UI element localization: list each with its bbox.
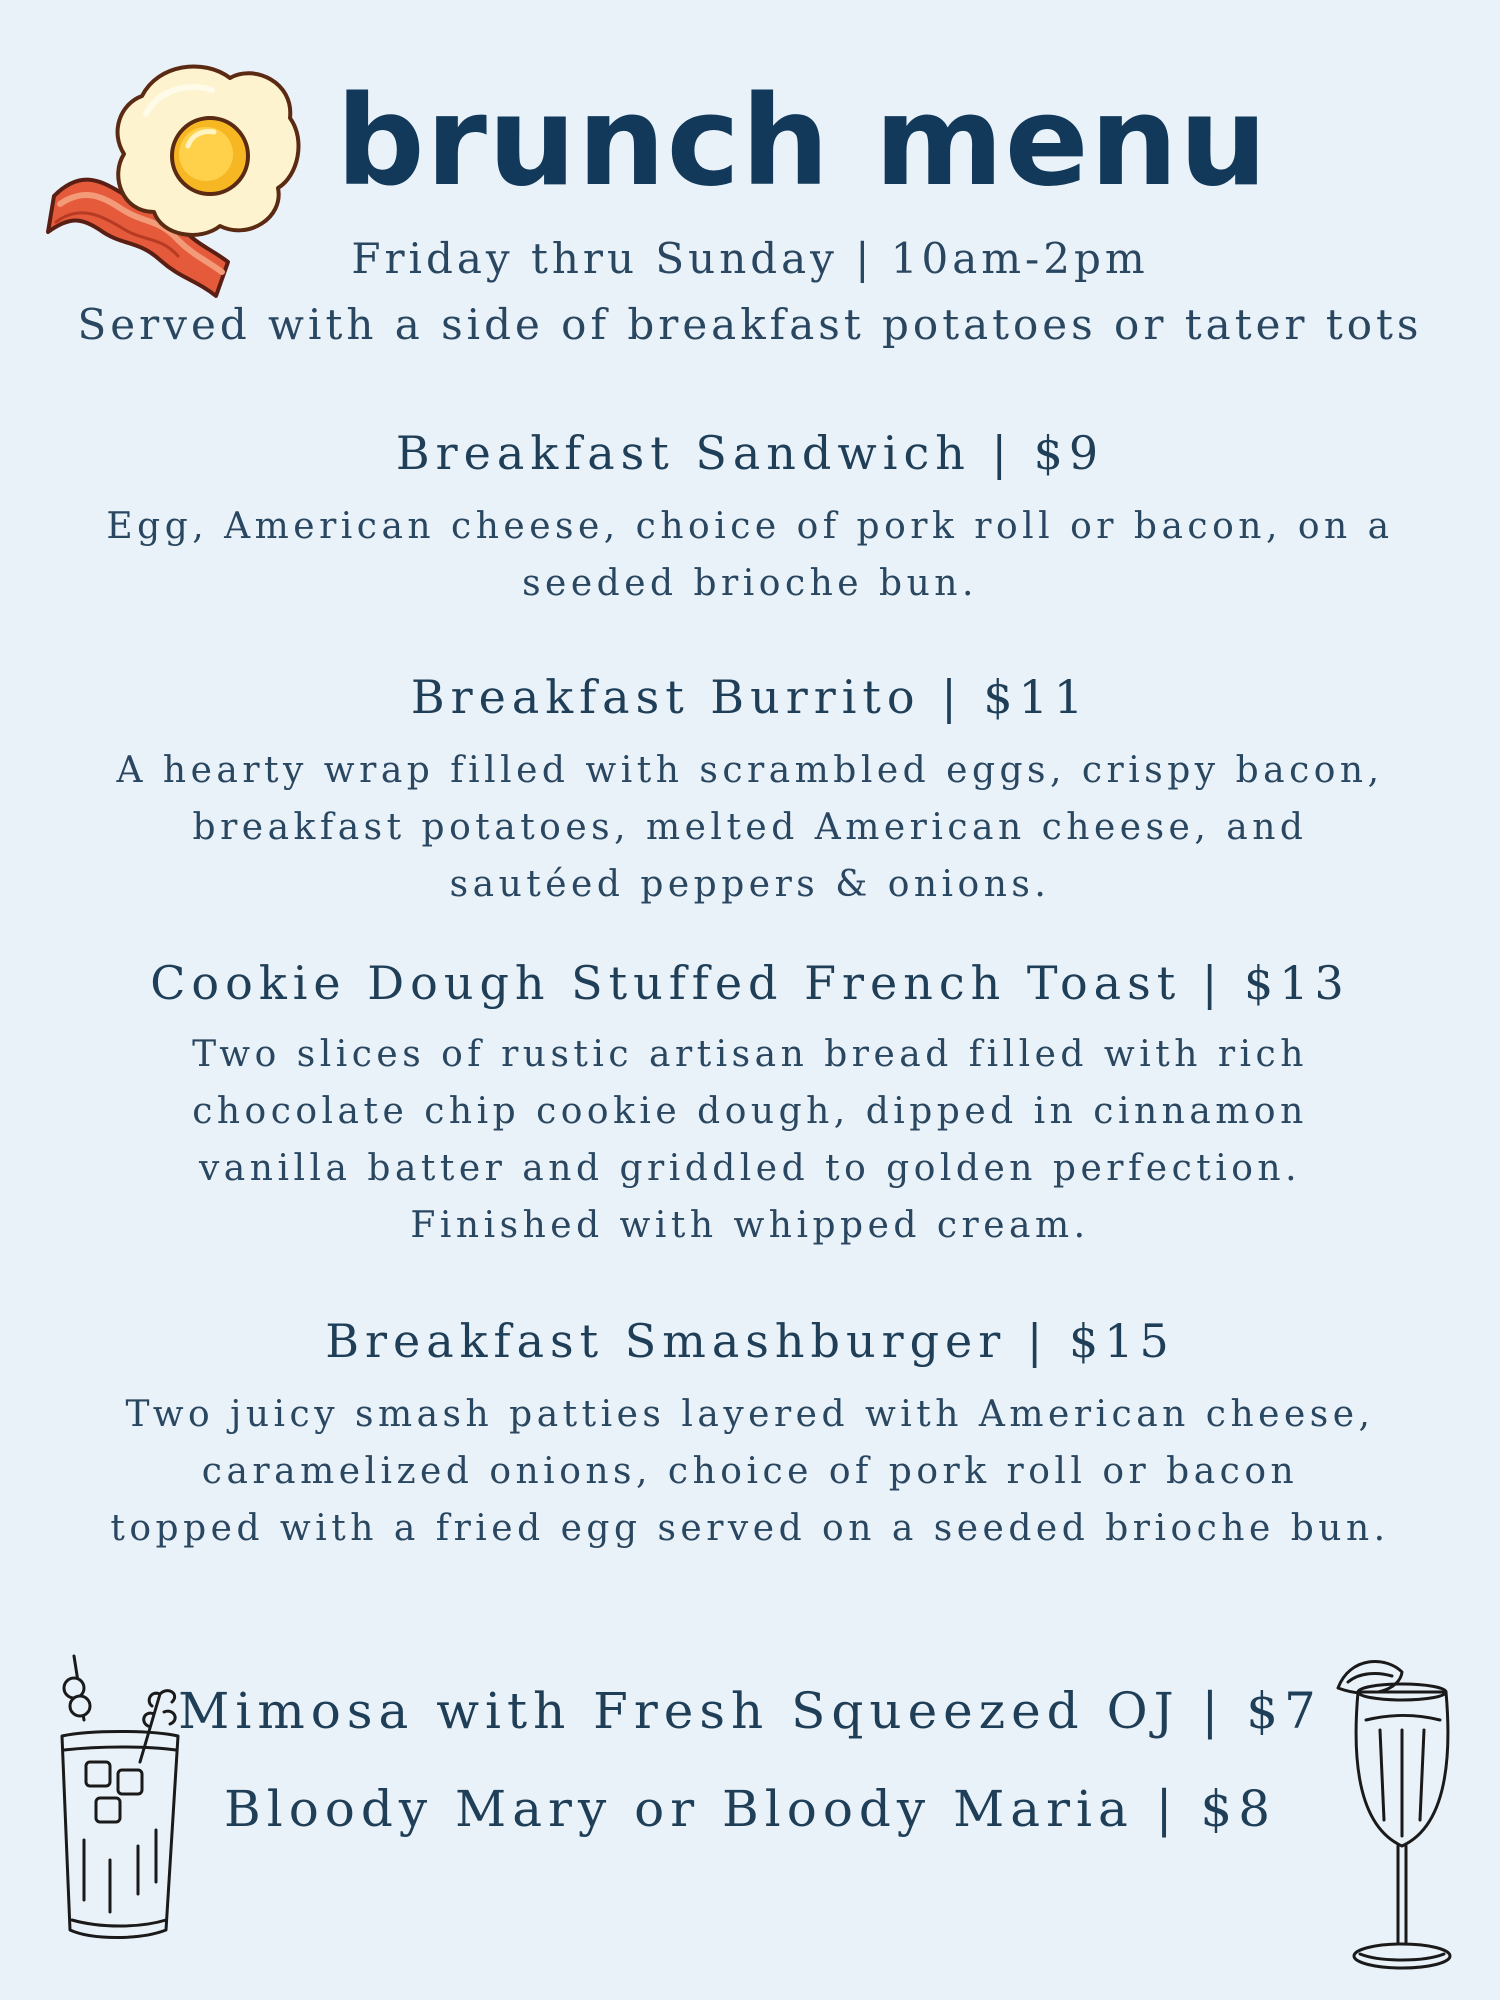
fried-egg-icon xyxy=(108,56,308,246)
description-line: seeded brioche bun. xyxy=(522,563,978,604)
item-title-breakfast-sandwich: Breakfast Sandwich | $9 xyxy=(395,426,1105,480)
item-title-breakfast-smashburger: Breakfast Smashburger | $15 xyxy=(325,1314,1175,1368)
schedule-text: Friday thru Sunday | 10am-2pm xyxy=(351,234,1149,283)
item-title-cookie-dough-french-toast: Cookie Dough Stuffed French Toast | $13 xyxy=(150,956,1350,1010)
description-line: sautéed peppers & onions. xyxy=(449,864,1051,905)
description-line: caramelized onions, choice of pork roll or bacon xyxy=(201,1451,1299,1492)
item-description-breakfast-sandwich xyxy=(0,498,1500,612)
description-line: Egg, American cheese, choice of pork roll or bacon, on a xyxy=(106,506,1394,547)
drink-bloody-mary: Bloody Mary or Bloody Maria | $8 xyxy=(223,1780,1277,1838)
description-line: A hearty wrap filled with scrambled eggs, crispy bacon, xyxy=(116,750,1384,791)
item-description-breakfast-burrito xyxy=(0,742,1500,913)
description-line: breakfast potatoes, melted American cheese, and xyxy=(192,807,1308,848)
description-line: Two slices of rustic artisan bread filled with rich xyxy=(192,1034,1308,1075)
bloody-mary-glass-icon xyxy=(40,1650,200,1950)
item-description-cookie-dough-french-toast xyxy=(0,1026,1500,1254)
drink-mimosa: Mimosa with Fresh Squeezed OJ | $7 xyxy=(178,1682,1322,1740)
description-line: Finished with whipped cream. xyxy=(410,1205,1090,1246)
description-line: Two juicy smash patties layered with American cheese, xyxy=(125,1394,1375,1435)
side-note: Served with a side of breakfast potatoes or tater tots xyxy=(77,300,1423,349)
item-description-breakfast-smashburger xyxy=(0,1386,1500,1557)
page-title: brunch menu xyxy=(336,70,1269,214)
description-line: topped with a fried egg served on a seeded brioche bun. xyxy=(110,1508,1390,1549)
description-line: vanilla batter and griddled to golden perfection. xyxy=(198,1148,1302,1189)
item-title-breakfast-burrito: Breakfast Burrito | $11 xyxy=(410,670,1090,724)
description-line: chocolate chip cookie dough, dipped in cinnamon xyxy=(192,1091,1308,1132)
champagne-flute-icon xyxy=(1330,1650,1470,1980)
